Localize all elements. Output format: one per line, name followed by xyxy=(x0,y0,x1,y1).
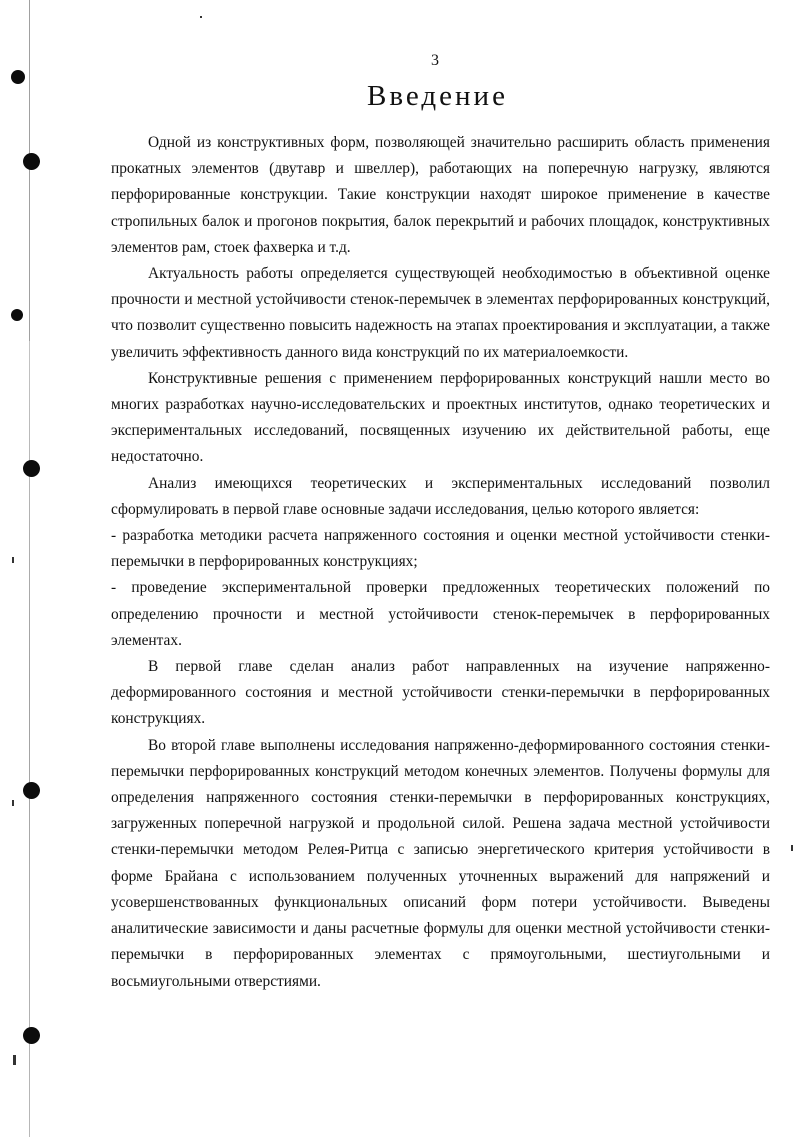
page-number: 3 xyxy=(431,52,439,69)
paragraph-intro: Одной из конструктивных форм, позволяющей значительно расширить область применения прокатных элементов (двутавр и швеллер), работающих на поперечную нагрузку, являются перфорированные конструкции. Такие конструкции находят широкое применение в качестве стропильных балок и прогонов покрытия, балок перекрытий и рабочих площадок, конструктивных элементов рам, стоек фахверка и т.д. xyxy=(111,134,770,256)
page-title: Введение xyxy=(367,80,508,112)
paragraph-relevance: Актуальность работы определяется существующей необходимостью в объективной оценке прочности и местной устойчивости стенок-перемычек в элементах перфорированных конструкций, что позволит существенно повысить надежность на этапах проектирования и эксплуатации, а также увеличить эффективность данного вида конструкций по их материалоемкости. xyxy=(111,265,770,361)
paragraph-chapter-2: Во второй главе выполнены исследования напряженно-деформированного состояния стенки-перемычки перфорированных конструкций методом конечных элементов. Получены формулы для определения напряженного состояния стенки-перемычки в перфорированных конструкциях, загруженных поперечной нагрузкой и продольной силой. Решена задача местной устойчивости стенки-перемычки методом Релея-Ритца с записью энергетического критерия устойчивости в форме Брайана с использованием полученных уточненных выражений для напряжений и усовершенствованных функциональных описаний форм потери устойчивости. Выведены аналитические зависимости и даны расчетные формулы для оценки местной устойчивости стенки-перемычки в перфорированных элементах с прямоугольными, шестиугольными и восьмиугольными отверстиями. xyxy=(111,736,770,990)
punch-hole-3 xyxy=(11,309,23,321)
paragraph-chapter-1: В первой главе сделан анализ работ направленных на изучение напряженно-деформированного состояния и местной устойчивости стенки-перемычки в перфорированных конструкциях. xyxy=(111,658,770,728)
punch-hole-1 xyxy=(11,70,25,84)
punch-hole-2 xyxy=(23,153,40,170)
scan-speck xyxy=(200,16,202,18)
paragraph-state-of-research: Конструктивные решения с применением перфорированных конструкций нашли место во многих разработках научно-исследовательских и проектных институтов, однако теоретических и экспериментальных исследований, посвященных изучению их действительной работы, еще недостаточно. xyxy=(111,369,770,466)
scan-speck xyxy=(791,845,793,851)
binder-margin-line xyxy=(29,0,30,1137)
punch-hole-4 xyxy=(23,460,40,477)
scan-speck xyxy=(13,1055,16,1065)
scan-speck xyxy=(12,557,14,563)
list-item-task-2: - проведение экспериментальной проверки предложенных теоретических положений по определению прочности и местной устойчивости стенок-перемычек в перфорированных элементах. xyxy=(111,579,770,649)
punch-hole-5 xyxy=(23,782,40,799)
paragraph-objective: Анализ имеющихся теоретических и экспериментальных исследований позволил сформулировать в первой главе основные задачи исследования, целью которого является: xyxy=(111,474,770,518)
punch-hole-6 xyxy=(23,1027,40,1044)
document-body xyxy=(111,130,770,995)
list-item-task-1: - разработка методики расчета напряженного состояния и оценки местной устойчивости стенки-перемычки в перфорированных конструкциях; xyxy=(111,527,770,571)
scan-speck xyxy=(12,800,14,806)
